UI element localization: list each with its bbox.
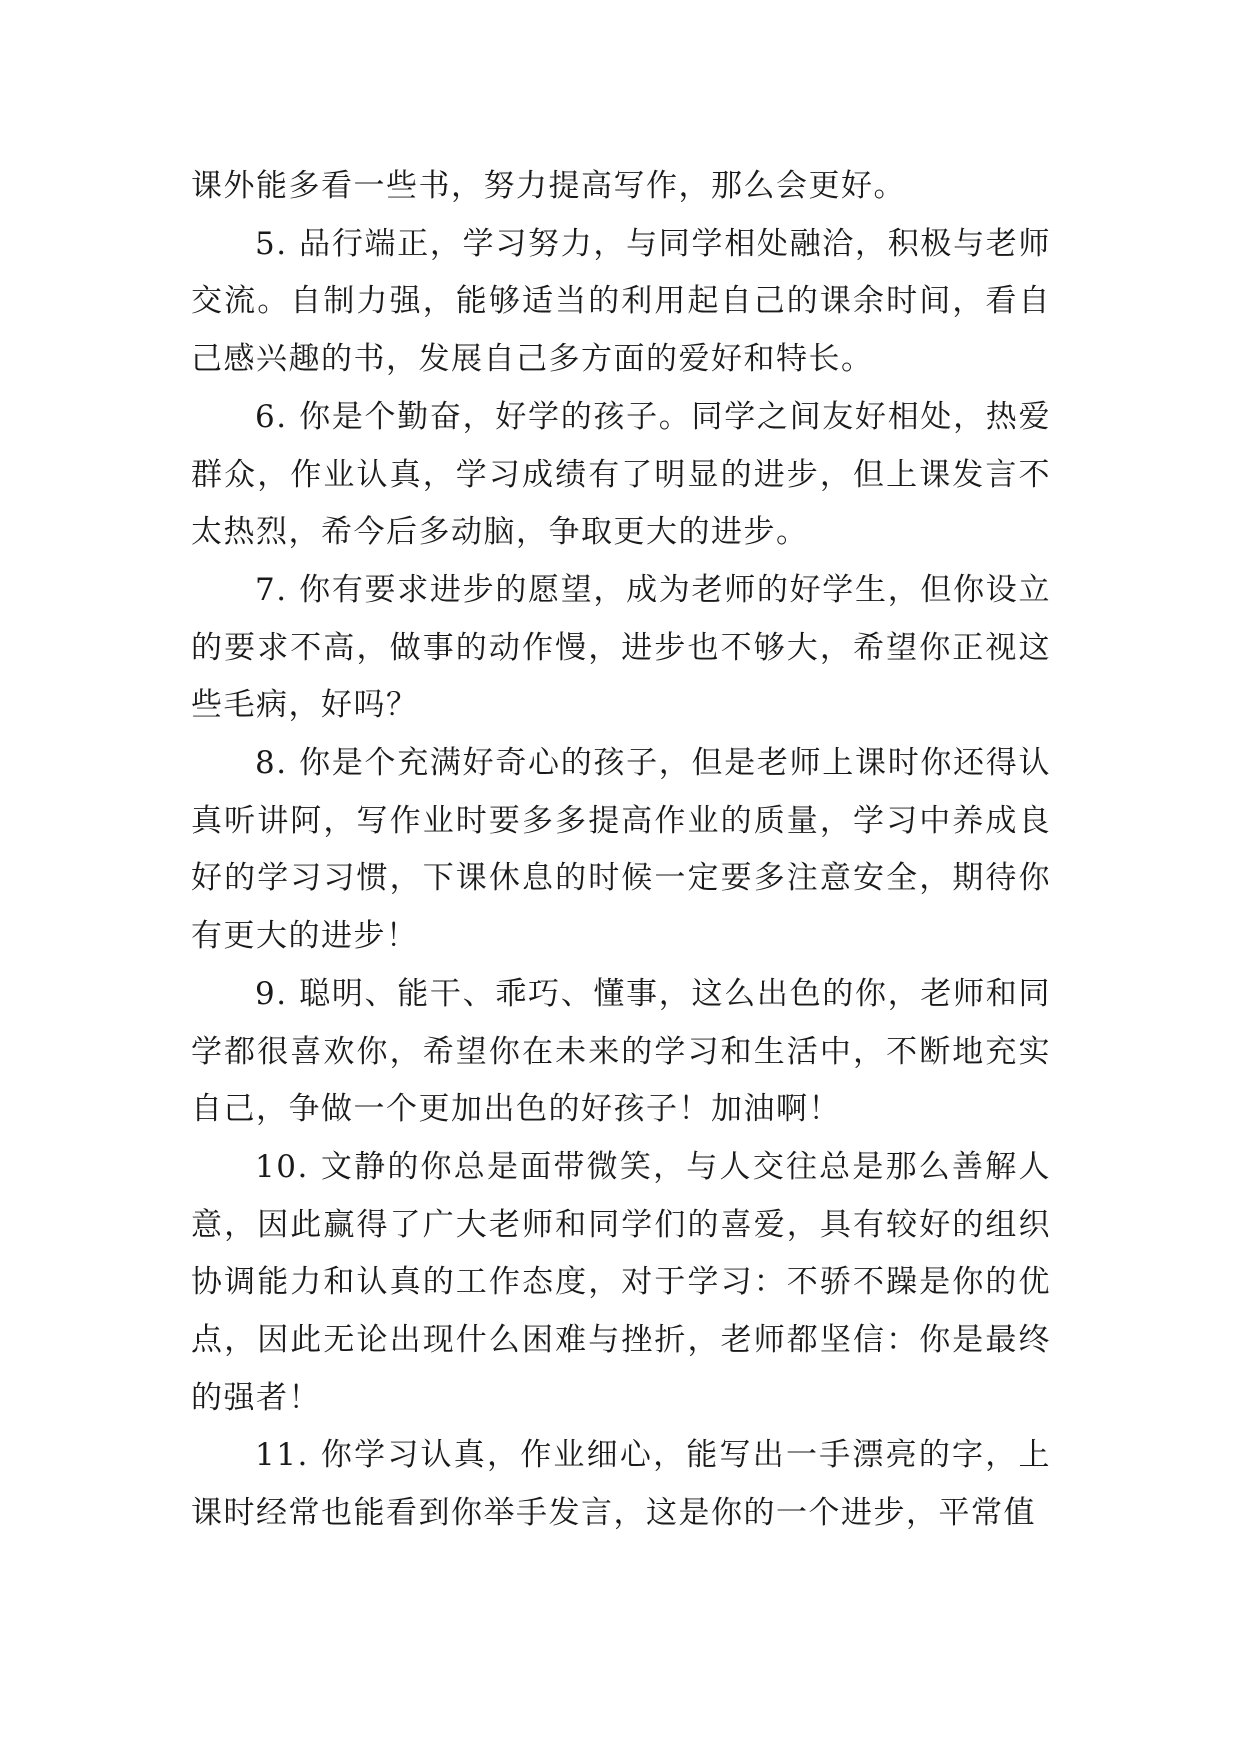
paragraph-item-11: 11. 你学习认真，作业细心，能写出一手漂亮的字，上课时经常也能看到你举手发言，这是你的一个进步，平常值 [191,1437,1051,1532]
paragraph-item-9: 9. 聪明、能干、乖巧、懂事，这么出色的你，老师和同学都很喜欢你，希望你在未来的学习和生活中，不断地充实自己，争做一个更加出色的好孩子！加油啊！ [191,975,1051,1128]
paragraph-item-6: 6. 你是个勤奋，好学的孩子。同学之间友好相处，热爱群众，作业认真，学习成绩有了明显的进步，但上课发言不太热烈，希今后多动脑，争取更大的进步。 [191,398,1051,551]
paragraph-continuation: 课外能多看一些书，努力提高写作，那么会更好。 [191,168,906,204]
paragraph-item-10: 10. 文静的你总是面带微笑，与人交往总是那么善解人意，因此赢得了广大老师和同学们的喜爱，具有较好的组织协调能力和认真的工作态度，对于学习：不骄不躁是你的优点，因此无论出现什么困难与挫折，老师都坚信：你是最终的强者！ [191,1148,1051,1416]
paragraph-item-8: 8. 你是个充满好奇心的孩子，但是老师上课时你还得认真听讲阿，写作业时要多多提高作业的质量，学习中养成良好的学习习惯，下课休息的时候一定要多注意安全，期待你有更大的进步！ [191,745,1051,955]
paragraph-item-7: 7. 你有要求进步的愿望，成为老师的好学生，但你设立的要求不高，做事的动作慢，进步也不够大，希望你正视这些毛病，好吗？ [191,571,1051,724]
document-body [191,158,1051,1543]
paragraph-item-5: 5. 品行端正，学习努力，与同学相处融洽，积极与老师交流。自制力强，能够适当的利用起自己的课余时间，看自己感兴趣的书，发展自己多方面的爱好和特长。 [191,225,1051,378]
